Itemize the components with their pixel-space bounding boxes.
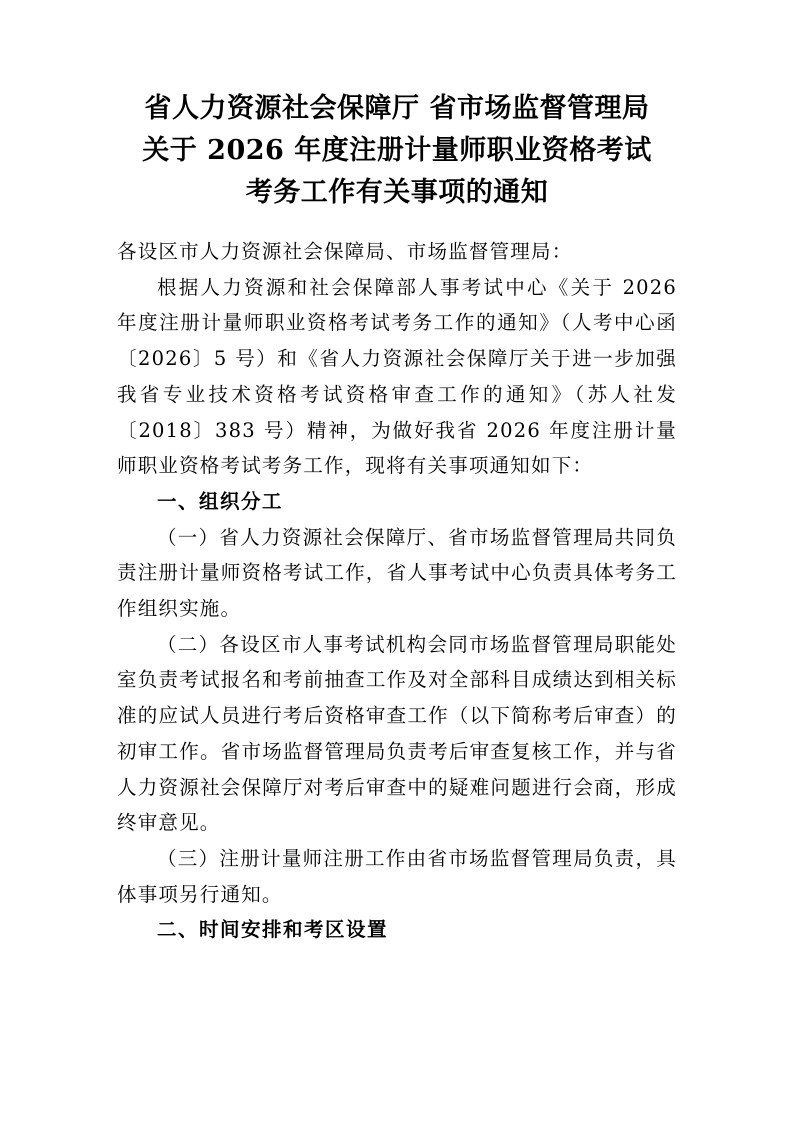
- section-heading-2: 二、时间安排和考区设置: [157, 918, 389, 942]
- section-heading-1: 一、组织分工: [157, 489, 284, 513]
- salutation: 各设区市人力资源社会保障局、市场监督管理局：: [117, 240, 573, 263]
- title-line-2: 关于 2026 年度注册计量师职业资格考试: [142, 135, 652, 166]
- section1-item-3: （三）注册计量师注册工作由省市场监督管理局负责，具体事项另行通知。: [117, 846, 677, 906]
- section1-item-1: （一）省人力资源社会保障厅、省市场监督管理局共同负责注册计量师资格考试工作，省人事考试中心负责具体考务工作组织实施。: [117, 525, 677, 621]
- title-line-3: 考务工作有关事项的通知: [245, 177, 549, 208]
- section1-item-2: （二）各设区市人事考试机构会同市场监督管理局职能处室负责考试报名和考前抽查工作及对全部科目成绩达到相关标准的应试人员进行考后资格审查工作（以下简称考后审查）的初审工作。省市场监督管理局负责考后审查复核工作，并与省人力资源社会保障厅对考后审查中的疑难问题进行会商，形成终审意见。: [117, 632, 677, 835]
- intro-paragraph: 根据人力资源和社会保障部人事考试中心《关于 2026 年度注册计量师职业资格考试考务工作的通知》（人考中心函〔2026〕5 号）和《省人力资源社会保障厅关于进一步加强我省专业技术资格考试资格审查工作的通知》（苏人社发〔2018〕383 号）精神，为做好我省 2026 年度注册计量师职业资格考试考务工作，现将有关事项通知如下：: [117, 275, 677, 478]
- document-title: [110, 88, 684, 214]
- document-body: [117, 234, 677, 948]
- title-line-1: 省人力资源社会保障厅 省市场监督管理局: [144, 93, 650, 124]
